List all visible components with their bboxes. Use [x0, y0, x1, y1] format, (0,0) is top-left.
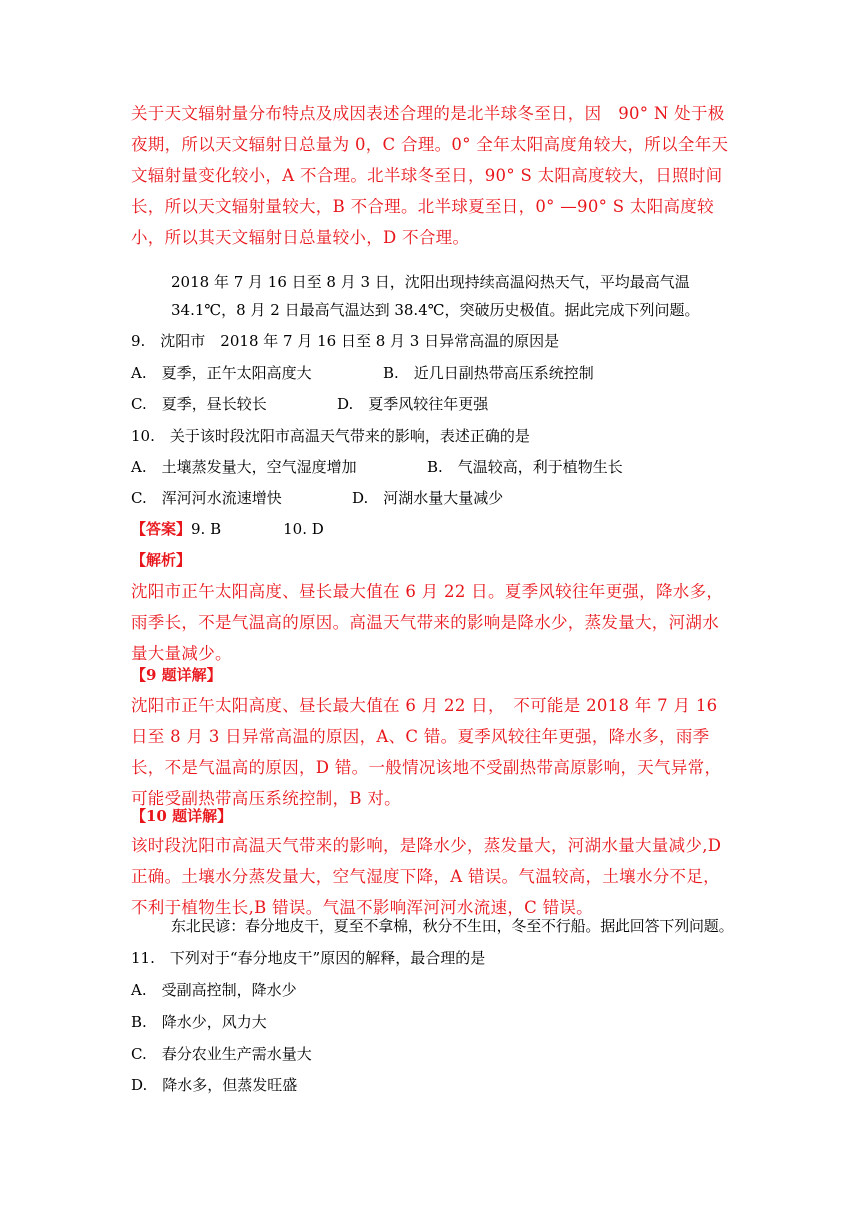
passage-line-1: 2018 年 7 月 16 日至 8 月 3 日，沈阳出现持续高温闷热天气，平均最高气温 — [171, 273, 690, 291]
question-11-option-d: D. 降水多，但蒸发旺盛 — [131, 1076, 298, 1094]
analysis-heading — [131, 550, 191, 570]
detail-10-text: 该时段沈阳市高温天气带来的影响，是降水少，蒸发量大，河湖水量大量减少,D 正确。土壤水分蒸发量大，空气湿度下降，A 错误。气温较高，土壤水分不足，不利于植物生长,B 错误。气温不影响浑河河水流速，C 错误。 — [131, 836, 722, 917]
question-11-stem: 11. 下列对于“春分地皮干”原因的解释，最合理的是 — [131, 949, 486, 967]
intro-explanation: 关于天文辐射量分布特点及成因表述合理的是北半球冬至日，因 90° N 处于极夜期，所以天文辐射日总量为 0，C 合理。0° 全年太阳高度角较大，所以全年天文辐射量变化较小，A 不合理。北半球冬至日，90° S 太阳高度较大，日照时间长，所以天文辐射量较大，B 不合理。北半球夏至日，0° —90° S 太阳高度较小，所以其天文辐射日总量较小，D 不合理。 — [131, 104, 729, 247]
intro-explanation-block — [131, 98, 731, 253]
question-10-stem: 10. 关于该时段沈阳市高温天气带来的影响，表述正确的是 — [131, 427, 530, 445]
analysis-label: 【解析】 — [131, 551, 192, 569]
question-10-option-a: A. 土壤蒸发量大，空气湿度增加 — [131, 458, 357, 476]
passage-line-2: 34.1℃，8 月 2 日最高气温达到 38.4℃，突破历史极值。据此完成下列问题。 — [171, 301, 700, 319]
analysis-text: 沈阳市正午太阳高度、昼长最大值在 6 月 22 日。夏季风较往年更强，降水多，雨季长，不是气温高的原因。高温天气带来的影响是降水少，蒸发量大，河湖水量大量减少。 — [131, 582, 724, 663]
detail-9-text: 沈阳市正午太阳高度、昼长最大值在 6 月 22 日， 不可能是 2018 年 7 月 16 日至 8 月 3 日异常高温的原因，A、C 错。夏季风较往年更强，降水多，雨季长，不是气温高的原因，D 错。一般情况该地不受副热带高原影响，天气异常，可能受副热带高压系统控制，B 对。 — [131, 696, 722, 808]
detail-9-heading — [131, 665, 222, 685]
question-9-option-a: A. 夏季，正午太阳高度大 — [131, 364, 312, 382]
answer-10: 10. D — [283, 520, 324, 538]
detail-9-label: 【9 题详解】 — [131, 666, 222, 684]
question-9-option-c: C. 夏季，昼长较长 — [131, 395, 267, 413]
detail-10-label: 【10 题详解】 — [131, 807, 233, 825]
question-10-option-b: B. 气温较高，利于植物生长 — [427, 458, 623, 476]
question-10-option-d: D. 河湖水量大量减少 — [352, 489, 504, 507]
analysis-block — [131, 576, 731, 669]
answer-line — [131, 519, 324, 539]
question-11-option-c: C. 春分农业生产需水量大 — [131, 1045, 312, 1063]
answer-9: 9. B — [191, 520, 222, 538]
detail-10-heading — [131, 806, 232, 826]
question-9-option-d: D. 夏季风较往年更强 — [337, 395, 489, 413]
question-11-option-b: B. 降水少，风力大 — [131, 1013, 267, 1031]
proverb-passage: 东北民谚：春分地皮干，夏至不拿棉，秋分不生田，冬至不行船。据此回答下列问题。 — [171, 917, 734, 935]
answer-label: 【答案】 — [131, 520, 192, 538]
question-9-stem: 9. 沈阳市 2018 年 7 月 16 日至 8 月 3 日异常高温的原因是 — [131, 332, 560, 350]
detail-9-block — [131, 690, 731, 814]
question-11-option-a: A. 受副高控制，降水少 — [131, 981, 297, 999]
question-10-option-c: C. 浑河河水流速增快 — [131, 489, 282, 507]
detail-10-block — [131, 830, 731, 923]
question-9-option-b: B. 近几日副热带高压系统控制 — [383, 364, 594, 382]
